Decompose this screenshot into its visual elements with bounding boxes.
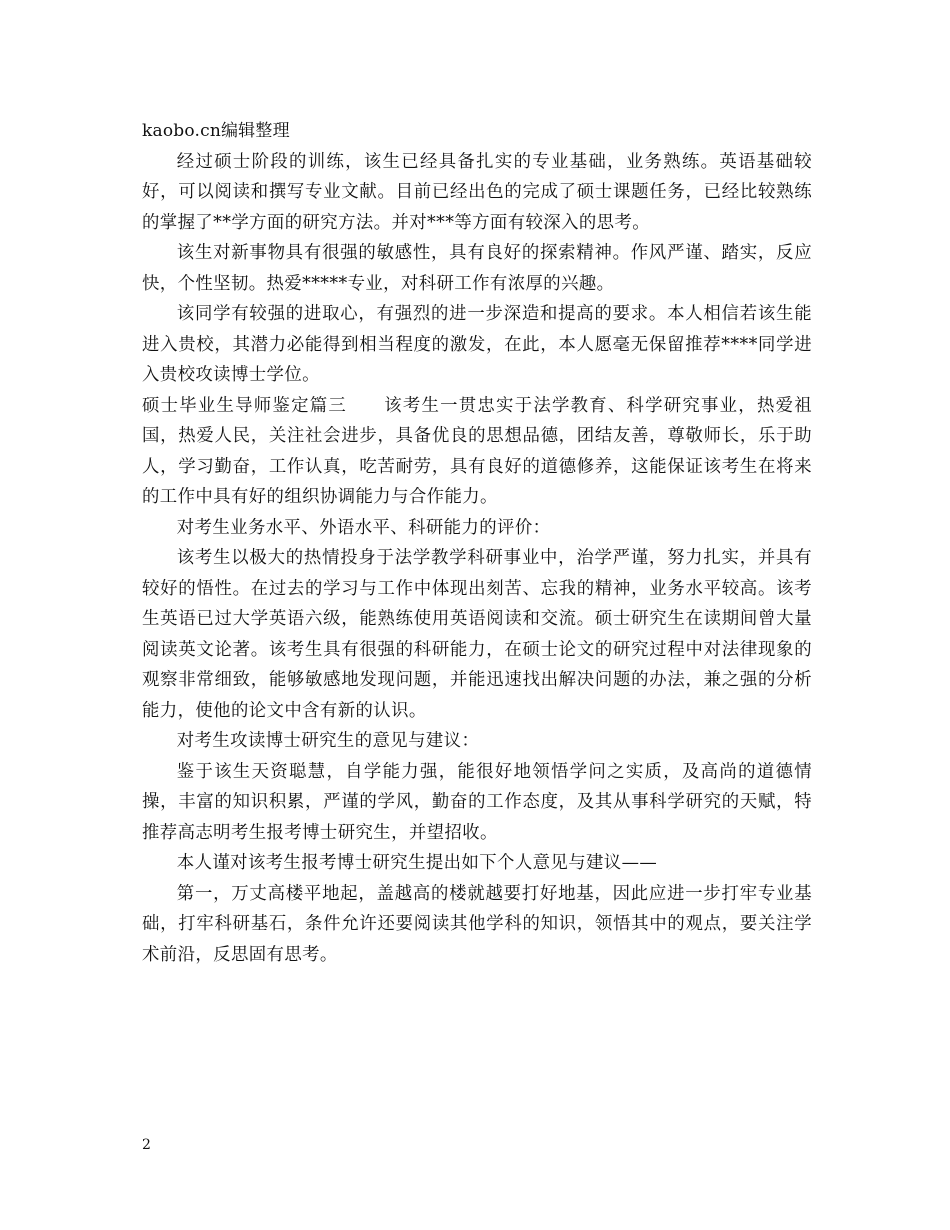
paragraph-6: 该考生以极大的热情投身于法学教学科研事业中，治学严谨，努力扎实，并具有较好的悟性。在过去的学习与工作中体现出刻苦、忘我的精神，业务水平较高。该考生英语已过大学英语六级，能熟练使用英语阅读和交流。硕士研究生在读期间曾大量阅读英文论著。该考生具有很强的科研能力，在硕士论文的研究过程中对法律现象的观察非常细致，能够敏感地发现问题，并能迅速找出解决问题的办法，兼之强的分析能力，使他的论文中含有新的认识。 bbox=[142, 548, 812, 721]
paragraph-1: 经过硕士阶段的训练，该生已经具备扎实的专业基础，业务熟练。英语基础较好，可以阅读和撰写专业文献。目前已经出色的完成了硕士课题任务，已经比较熟练的掌握了**学方面的研究方法。并对***等方面有较深入的思考。 bbox=[142, 151, 812, 233]
paragraph-5: 对考生业务水平、外语水平、科研能力的评价： bbox=[176, 517, 551, 538]
paragraph-3: 该同学有较强的进取心，有强烈的进一步深造和提高的要求。本人相信若该生能进入贵校，其潜力必能得到相当程度的激发，在此，本人愿毫无保留推荐****同学进入贵校攻读博士学位。 bbox=[142, 304, 812, 385]
document-body bbox=[142, 116, 812, 970]
paragraph-4-section-heading: 硕士毕业生导师鉴定篇三 该考生一贯忠实于法学教育、科学研究事业，热爱祖国，热爱人民，关注社会进步，具备优良的思想品德，团结友善，尊敬师长，乐于助人，学习勤奋，工作认真，吃苦耐劳，具有良好的道德修养，这能保证该考生在将来的工作中具有好的组织协调能力与合作能力。 bbox=[142, 395, 812, 507]
page-number: 2 bbox=[142, 1137, 151, 1153]
paragraph-10: 第一，万丈高楼平地起，盖越高的楼就越要打好地基，因此应进一步打牢专业基础，打牢科研基石，条件允许还要阅读其他学科的知识，领悟其中的观点，要关注学术前沿，反思固有思考。 bbox=[142, 883, 812, 965]
paragraph-7: 对考生攻读博士研究生的意见与建议： bbox=[176, 731, 480, 751]
paragraph-8: 鉴于该生天资聪慧，自学能力强，能很好地领悟学问之实质，及高尚的道德情操，丰富的知识积累，严谨的学风，勤奋的工作态度，及其从事科学研究的天赋，特推荐高志明考生报考博士研究生，并望招收。 bbox=[142, 761, 812, 843]
source-line: kaobo.cn编辑整理 bbox=[142, 121, 290, 141]
paragraph-9: 本人谨对该考生报考博士研究生提出如下个人意见与建议—— bbox=[176, 853, 658, 873]
paragraph-2: 该生对新事物具有很强的敏感性，具有良好的探索精神。作风严谨、踏实，反应快，个性坚韧。热爱*****专业，对科研工作有浓厚的兴趣。 bbox=[142, 243, 812, 294]
